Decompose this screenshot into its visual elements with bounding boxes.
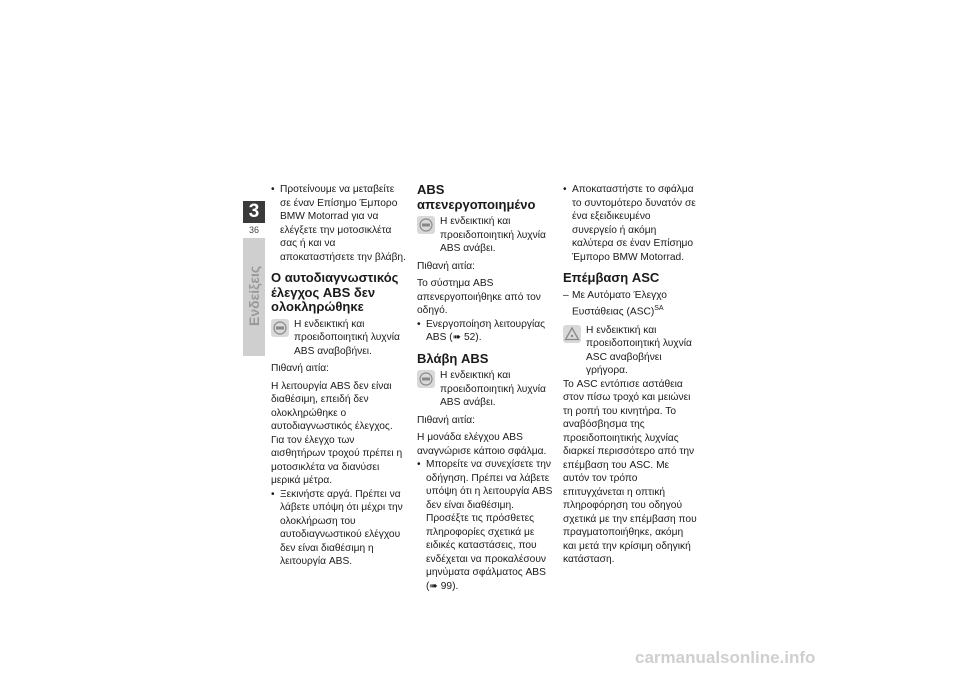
asc-warning-icon [563, 325, 581, 343]
warning-abs-fault [417, 369, 554, 410]
asc-explanation: Το ASC εντόπισε αστάθεια στον πίσω τροχό και μειώνει τη ροπή του κινητήρα. Το αναβόσβησμα της προειδοποιητικής λυχνίας διαρκεί περισσότερο από την επέμβαση του ASC. Με αυτόν τον τρόπο επιτυγχάνεται η οπτική πληροφόρηση του οδηγού σχετικά με την επέμβαση που πραγματοποιήθηκε, ακόμη και μετά την κρίσιμη οδηγική κατάσταση. [563, 378, 697, 566]
abs-warning-icon [271, 319, 289, 337]
warning-text: Η ενδεικτική και προειδοποιητική λυχνία ABS αναβοβήνει. [294, 318, 400, 357]
intro-bullet: • Προτείνουμε να μεταβείτε σε έναν Επίσημο Έμπορο BMW Motorrad για να ελέγξετε την μοτοσικλέτα σας ή και να αποκαταστήσετε την βλάβη. [271, 183, 406, 264]
watermark: carmanualsonline.info [635, 648, 816, 667]
action-bullet: • Αποκαταστήστε το σφάλμα το συντομότερο δυνατόν σε ένα εξειδικευμένο συνεργείο ή ακόμη καλύτερα σε έναν Επίσημο Έμπορο BMW Motorrad. [563, 183, 698, 264]
option-text: Με Αυτόματο Έλεγχο Ευστάθειας (ASC) [572, 289, 667, 318]
abs-warning-icon [417, 370, 435, 388]
column-2 [417, 183, 554, 593]
warning-abs-flashing [271, 318, 406, 359]
heading-asc: Επέμβαση ASC [563, 270, 660, 285]
action-bullet: • Ξεκινήστε αργά. Πρέπει να λάβετε υπόψη ότι μέχρι την ολοκλήρωση του αυτοδιαγνωστικού ελέγχου δεν είναι διαθέσιμη η λειτουργία ABS. [271, 488, 406, 569]
column-1 [271, 183, 406, 569]
chapter-title: Ενδείξεις [246, 265, 262, 326]
heading-abs-off: ABS απενεργοποιημένο [417, 182, 536, 212]
warning-text: Η ενδεικτική και προειδοποιητική λυχνία ABS ανάβει. [440, 216, 546, 254]
column-3 [563, 183, 698, 567]
chapter-number: 3 [243, 201, 265, 223]
warning-abs-on [417, 215, 554, 256]
warning-text: Η ενδεικτική και προειδοποιητική λυχνία ABS ανάβει. [440, 370, 546, 408]
option-badge: SA [654, 305, 664, 312]
warning-asc [563, 324, 698, 378]
cause-text: Η μονάδα ελέγχου ABS αναγνώρισε κάποιο σφάλμα. [417, 432, 547, 457]
heading-abs-fault: Βλάβη ABS [417, 350, 489, 366]
cause-label: Πιθανή αιτία: [417, 260, 475, 272]
heading-abs-selftest: Ο αυτοδιαγνωστικός έλεγχος ABS δεν ολοκληρώθηκε [271, 270, 399, 314]
cause-label: Πιθανή αιτία: [271, 363, 329, 374]
action-bullet: • Μπορείτε να συνεχίσετε την οδήγηση. Πρέπει να λάβετε υπόψη ότι η λειτουργία ABS δεν είναι διαθέσιμη. Προσέξτε τις πρόσθετες πληροφορίες σχετικά με ειδικές καταστάσεις, που ενδέχεται να προκαλέσουν μηνύματα σφάλματος ABS (➠ 99). [417, 458, 554, 593]
warning-text: Η ενδεικτική και προειδοποιητική λυχνία ASC αναβοβήνει γρήγορα. [586, 324, 692, 377]
action-bullet: • Ενεργοποίηση λειτουργίας ABS (➠ 52). [417, 318, 554, 345]
cause-text: Η λειτουργία ABS δεν είναι διαθέσιμη, επειδή δεν ολοκληρώθηκε ο αυτοδιαγνωστικός έλεγχος. Για τον έλεγχο των αισθητήρων τροχού πρέπει η μοτοσικλέτα να διανύσει μερικά μέτρα. [271, 380, 403, 486]
abs-warning-icon [417, 216, 435, 234]
page-number: 36 [248, 225, 259, 235]
option-line [563, 289, 698, 319]
cause-label: Πιθανή αιτία: [417, 414, 475, 426]
cause-text: Το σύστημα ABS απενεργοποιήθηκε από τον οδηγό. [417, 278, 541, 316]
